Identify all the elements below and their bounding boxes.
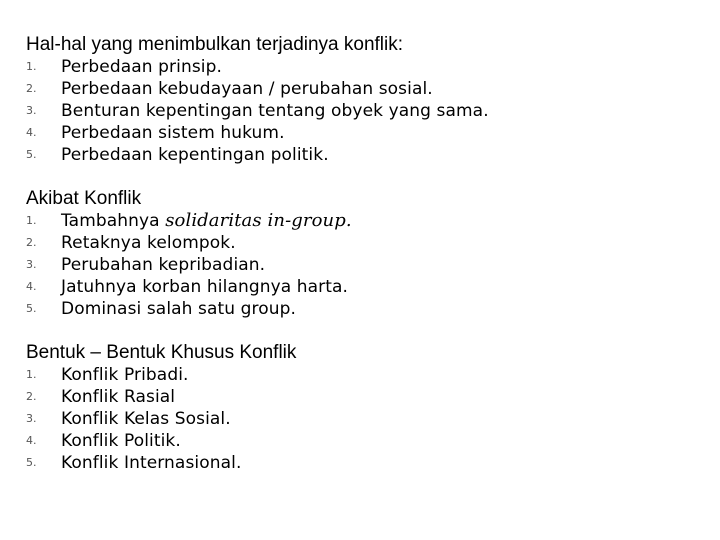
- list-item: [26, 232, 706, 254]
- item-number: 4.: [26, 126, 37, 139]
- item-number: 1.: [26, 368, 37, 381]
- item-number: 5.: [26, 302, 37, 315]
- section-heading: Hal-hal yang menimbulkan terjadinya konflik:: [26, 34, 404, 55]
- list-item: [26, 452, 706, 474]
- item-text-italic: solidaritas in-group.: [165, 210, 352, 231]
- item-number: 5.: [26, 456, 37, 469]
- list-item: [26, 386, 706, 408]
- section-causes: [26, 34, 706, 166]
- list-item: [26, 254, 706, 276]
- item-text: Perubahan kepribadian.: [61, 255, 266, 275]
- item-text: Benturan kepentingan tentang obyek yang sama.: [61, 101, 489, 121]
- item-text: Konflik Internasional.: [61, 453, 242, 473]
- section-effects: [26, 188, 706, 320]
- item-number: 4.: [26, 280, 37, 293]
- item-text: [61, 210, 352, 232]
- section-heading: Akibat Konflik: [26, 188, 142, 209]
- item-number: 4.: [26, 434, 37, 447]
- item-number: 5.: [26, 148, 37, 161]
- item-text: Perbedaan kebudayaan / perubahan sosial.: [61, 79, 433, 99]
- section-forms: [26, 342, 706, 474]
- item-text: Dominasi salah satu group.: [61, 299, 297, 319]
- item-text: Konflik Kelas Sosial.: [61, 409, 231, 429]
- numbered-list: [26, 210, 706, 320]
- item-number: 2.: [26, 82, 37, 95]
- item-number: 3.: [26, 412, 37, 425]
- item-text: Perbedaan prinsip.: [61, 57, 223, 77]
- section-heading: Bentuk – Bentuk Khusus Konflik: [26, 342, 297, 363]
- list-item: [26, 408, 706, 430]
- list-item: [26, 56, 706, 78]
- item-number: 2.: [26, 236, 37, 249]
- item-number: 3.: [26, 104, 37, 117]
- list-item: [26, 276, 706, 298]
- item-text: Konflik Rasial: [61, 387, 176, 407]
- list-item: [26, 298, 706, 320]
- item-number: 2.: [26, 390, 37, 403]
- list-item: [26, 122, 706, 144]
- item-text: Retaknya kelompok.: [61, 233, 236, 253]
- item-text: Perbedaan sistem hukum.: [61, 123, 285, 143]
- numbered-list: [26, 56, 706, 166]
- slide-content: [26, 34, 706, 496]
- list-item: [26, 100, 706, 122]
- item-number: 1.: [26, 214, 37, 227]
- item-number: 1.: [26, 60, 37, 73]
- list-item: [26, 78, 706, 100]
- list-item: [26, 210, 706, 232]
- item-text-plain: Tambahnya: [61, 211, 166, 231]
- list-item: [26, 144, 706, 166]
- item-text: Jatuhnya korban hilangnya harta.: [61, 277, 349, 297]
- list-item: [26, 364, 706, 386]
- numbered-list: [26, 364, 706, 474]
- list-item: [26, 430, 706, 452]
- item-text: Perbedaan kepentingan politik.: [61, 145, 329, 165]
- item-text: Konflik Pribadi.: [61, 365, 189, 385]
- item-number: 3.: [26, 258, 37, 271]
- item-text: Konflik Politik.: [61, 431, 181, 451]
